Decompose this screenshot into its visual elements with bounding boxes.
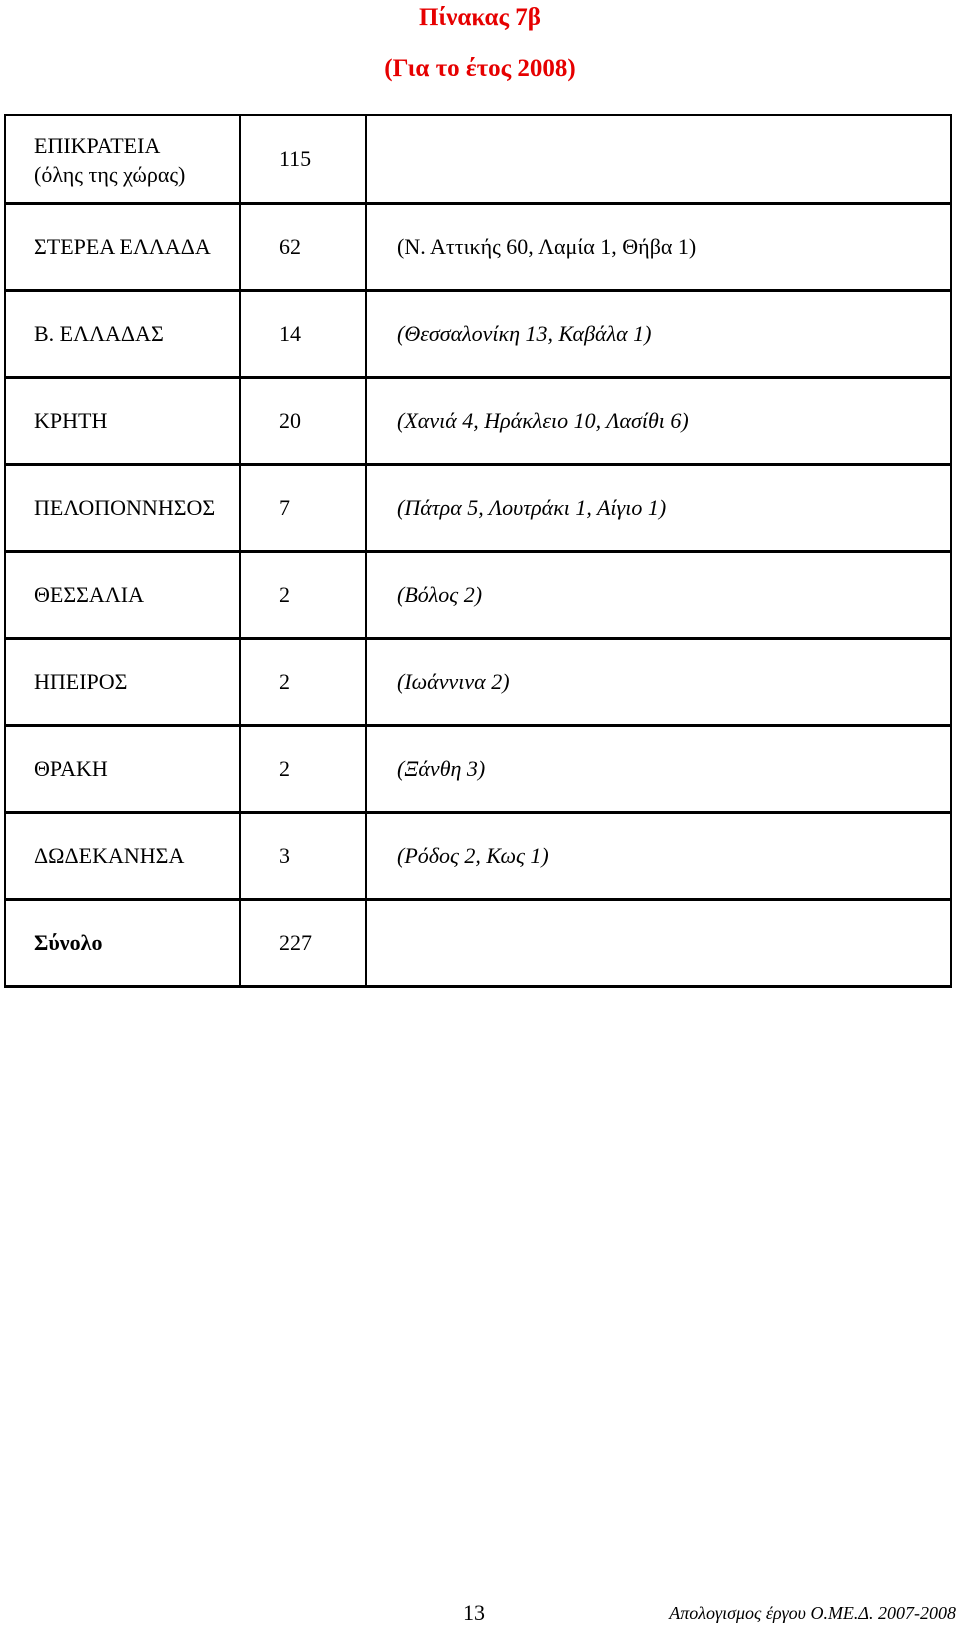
footer-text: Απολογισμος έργου Ο.ΜΕ.Δ. 2007-2008 [669, 1603, 956, 1623]
table-row [5, 115, 951, 204]
region-cell: ΣΤΕΡΕΑ ΕΛΛΑΔΑ [5, 204, 240, 291]
table-row [5, 552, 951, 639]
table-row [5, 291, 951, 378]
table-row [5, 639, 951, 726]
table-row [5, 813, 951, 900]
page-number: 13 [463, 1600, 485, 1625]
region-cell: ΗΠΕΙΡΟΣ [5, 639, 240, 726]
page-title: Πίνακας 7β [419, 4, 541, 31]
region-cell: ΔΩΔΕΚΑΝΗΣΑ [5, 813, 240, 900]
details-cell [366, 900, 951, 987]
count-cell: 7 [240, 465, 366, 552]
details-cell: (Ιωάννινα 2) [366, 639, 951, 726]
region-label: ΕΠΙΚΡΑΤΕΙΑ [34, 133, 161, 158]
table-row [5, 204, 951, 291]
details-cell: (Ν. Αττικής 60, Λαμία 1, Θήβα 1) [366, 204, 951, 291]
count-cell: 2 [240, 639, 366, 726]
count-cell: 2 [240, 552, 366, 639]
count-cell: 2 [240, 726, 366, 813]
details-cell [366, 115, 951, 204]
region-cell: ΘΕΣΣΑΛΙΑ [5, 552, 240, 639]
table-row [5, 378, 951, 465]
count-cell: 115 [240, 115, 366, 204]
details-cell: (Πάτρα 5, Λουτράκι 1, Αίγιο 1) [366, 465, 951, 552]
details-cell: (Ρόδος 2, Κως 1) [366, 813, 951, 900]
region-sublabel: (όλης της χώρας) [34, 162, 186, 187]
details-cell: (Ξάνθη 3) [366, 726, 951, 813]
page-subtitle: (Για το έτος 2008) [384, 55, 576, 82]
details-cell: (Χανιά 4, Ηράκλειο 10, Λασίθι 6) [366, 378, 951, 465]
statistics-table [4, 114, 952, 988]
total-count-cell: 227 [240, 900, 366, 987]
table-row [5, 465, 951, 552]
region-cell: Β. ΕΛΛΑΔΑΣ [5, 291, 240, 378]
count-cell: 20 [240, 378, 366, 465]
count-cell: 14 [240, 291, 366, 378]
region-cell: ΚΡΗΤΗ [5, 378, 240, 465]
count-cell: 62 [240, 204, 366, 291]
total-label-cell: Σύνολο [5, 900, 240, 987]
count-cell: 3 [240, 813, 366, 900]
total-row [5, 900, 951, 987]
details-cell: (Βόλος 2) [366, 552, 951, 639]
region-cell: ΠΕΛΟΠΟΝΝΗΣΟΣ [5, 465, 240, 552]
region-cell: ΘΡΑΚΗ [5, 726, 240, 813]
details-cell: (Θεσσαλονίκη 13, Καβάλα 1) [366, 291, 951, 378]
region-cell [5, 115, 240, 204]
table-row [5, 726, 951, 813]
